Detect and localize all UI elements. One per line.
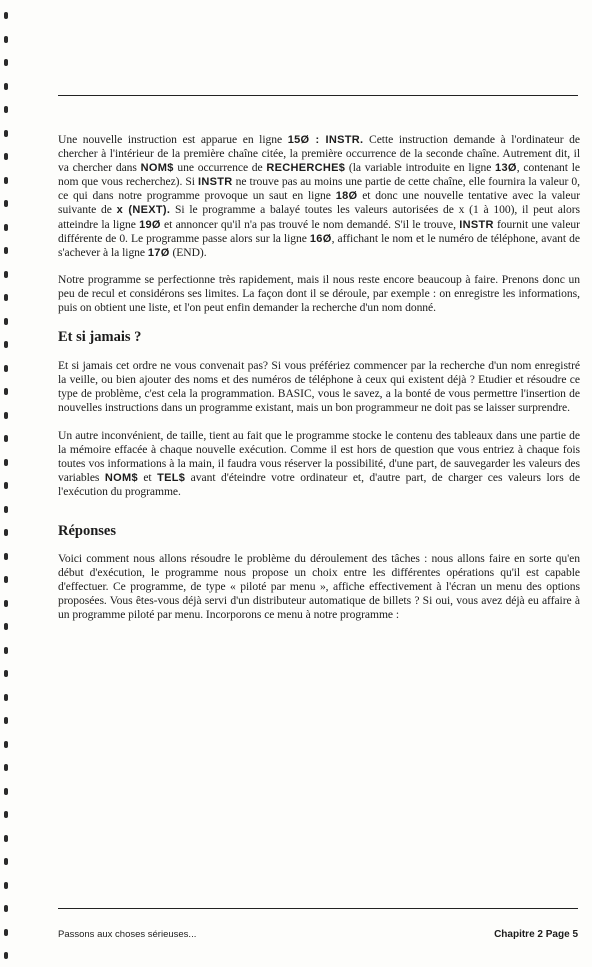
- section-heading-reponses: Réponses: [58, 522, 117, 539]
- binding-holes: [0, 0, 14, 967]
- paragraph-instr: [58, 133, 580, 260]
- binding-hole: [4, 835, 8, 842]
- binding-hole: [4, 858, 8, 865]
- code-token: INSTR: [198, 176, 233, 189]
- binding-hole: [4, 694, 8, 701]
- binding-hole: [4, 905, 8, 912]
- text-run: et annoncer qu'il n'a pas trouvé le nom demandé. S'il le trouve,: [160, 217, 460, 231]
- binding-hole: [4, 459, 8, 466]
- binding-hole: [4, 600, 8, 607]
- binding-hole: [4, 271, 8, 278]
- binding-hole: [4, 130, 8, 137]
- text-run: et: [137, 470, 158, 484]
- code-token: 16Ø: [309, 232, 332, 245]
- text-run: une occurrence de: [173, 161, 267, 175]
- text-run: Une nouvelle instruction est apparue en ligne: [58, 133, 288, 146]
- binding-hole: [4, 623, 8, 630]
- binding-hole: [4, 177, 8, 184]
- binding-hole: [4, 83, 8, 90]
- code-token: 19Ø: [139, 218, 161, 231]
- binding-hole: [4, 788, 8, 795]
- binding-hole: [4, 811, 8, 818]
- binding-hole: [4, 482, 8, 489]
- code-token: 17Ø: [147, 246, 170, 259]
- text-run: Si le programme a balayé toutes les valeurs autorisées de x (1 à 100), il peut alors atteindre la ligne: [58, 203, 580, 231]
- footer-page-number: Chapitre 2 Page 5: [494, 929, 578, 940]
- binding-hole: [4, 882, 8, 889]
- binding-hole: [4, 200, 8, 207]
- binding-hole: [4, 670, 8, 677]
- binding-hole: [4, 224, 8, 231]
- binding-hole: [4, 764, 8, 771]
- code-token: INSTR: [459, 218, 494, 231]
- text-run: (END).: [169, 245, 207, 259]
- text-run: Un autre inconvénient, de taille, tient au fait que le programme stocke le contenu des tableaux dans une partie de la mémoire effacée à chaque nouvelle exécution. Comme il est hors de question que vous entriez à chaque fois toutes vos informations à la main, il faudra vous réserver la possibilité, d'une part, de sauvegarder les valeurs des variables: [58, 428, 580, 484]
- text-run: fournit une valeur différente de 0. Le programme passe alors sur la ligne: [58, 217, 580, 245]
- text-run: , affichant le nom et le numéro de téléphone, avant de s'achever à la ligne: [58, 231, 580, 259]
- code-token: RECHERCHE$: [266, 162, 346, 175]
- binding-hole: [4, 506, 8, 513]
- code-token: TEL$: [157, 471, 186, 484]
- footer-title: Passons aux choses sérieuses...: [58, 929, 197, 940]
- binding-hole: [4, 341, 8, 348]
- paragraph-memory: [58, 429, 580, 499]
- footer-rule: [58, 908, 578, 909]
- text-run: , contenant le nom que vous recherchez). Si: [58, 161, 580, 189]
- binding-hole: [4, 529, 8, 536]
- code-token: NOM$: [104, 471, 138, 484]
- binding-hole: [4, 365, 8, 372]
- binding-hole: [4, 59, 8, 66]
- paragraph-reponses: Voici comment nous allons résoudre le problème du déroulement des tâches : nous allons faire en sorte qu'en début d'exécution, le programme nous propose un choix entre les différentes opérations qu'il est capable d'effectuer. Ce programme, de type « piloté par menu », affiche effectivement à l'écran un menu des options proposées. Vous êtes-vous déjà servi d'un distributeur automatique de billets ? Si oui, vous avez déjà eu affaire à un programme piloté par menu. Incorporons ce menu à notre programme :: [58, 551, 580, 622]
- binding-hole: [4, 294, 8, 301]
- text-run: avant d'éteindre votre ordinateur et, d'autre part, de charger ces valeurs lors de l'exécution du programme.: [58, 470, 580, 498]
- binding-hole: [4, 106, 8, 113]
- binding-hole: [4, 435, 8, 442]
- text-run: Cette instruction demande à l'ordinateur de chercher à l'intérieur de la première chaîne citée, la première occurrence de la seconde chaîne. Autrement dit, il va chercher dans: [58, 133, 581, 175]
- code-token: 13Ø: [495, 162, 517, 175]
- section-heading-et-si-jamais: Et si jamais ?: [58, 329, 142, 346]
- text-run: ne trouve pas au moins une partie de cette chaîne, elle fournira la valeur 0, ce qui dans notre programme provoque un saut en ligne: [58, 175, 580, 203]
- paragraph-limits: Notre programme se perfectionne très rapidement, mais il nous reste encore beaucoup à faire. Prenons donc un peu de recul et considérons ses limites. La façon dont il se déroule, par exemple : on enregistre les informations, puis on obtient une liste, et l'on peut enfin demander la recherche d'un nom donné.: [58, 272, 580, 315]
- code-token: NOM$: [140, 162, 174, 175]
- binding-hole: [4, 647, 8, 654]
- binding-hole: [4, 247, 8, 254]
- binding-hole: [4, 412, 8, 419]
- binding-hole: [4, 741, 8, 748]
- binding-hole: [4, 388, 8, 395]
- binding-hole: [4, 576, 8, 583]
- code-token: 15Ø : INSTR.: [287, 134, 364, 146]
- code-token: x (NEXT).: [116, 204, 171, 217]
- header-rule: [58, 95, 578, 96]
- code-token: 18Ø: [335, 190, 358, 203]
- binding-hole: [4, 318, 8, 325]
- text-run: (la variable introduite en ligne: [345, 161, 496, 175]
- binding-hole: [4, 717, 8, 724]
- binding-hole: [4, 36, 8, 43]
- binding-hole: [4, 929, 8, 936]
- binding-hole: [4, 553, 8, 560]
- page-content: [58, 133, 580, 622]
- binding-hole: [4, 952, 8, 959]
- paragraph-et-si-jamais: Et si jamais cet ordre ne vous convenait pas? Si vous préfériez commencer par la recherche d'un nom enregistré la veille, ou bien ajouter des noms et des numéros de téléphone à ceux qui existent déjà ? Etudier et résoudre ce type de problème, c'est cela la programmation. BASIC, vous le savez, a la bonté de vous permettre l'insertion de nouvelles instructions dans un programme existant, mais un bon programmeur ne doit pas se laisser surprendre.: [58, 359, 580, 415]
- binding-hole: [4, 12, 8, 19]
- binding-hole: [4, 153, 8, 160]
- text-run: et donc une nouvelle tentative avec la valeur suivante de: [58, 189, 581, 217]
